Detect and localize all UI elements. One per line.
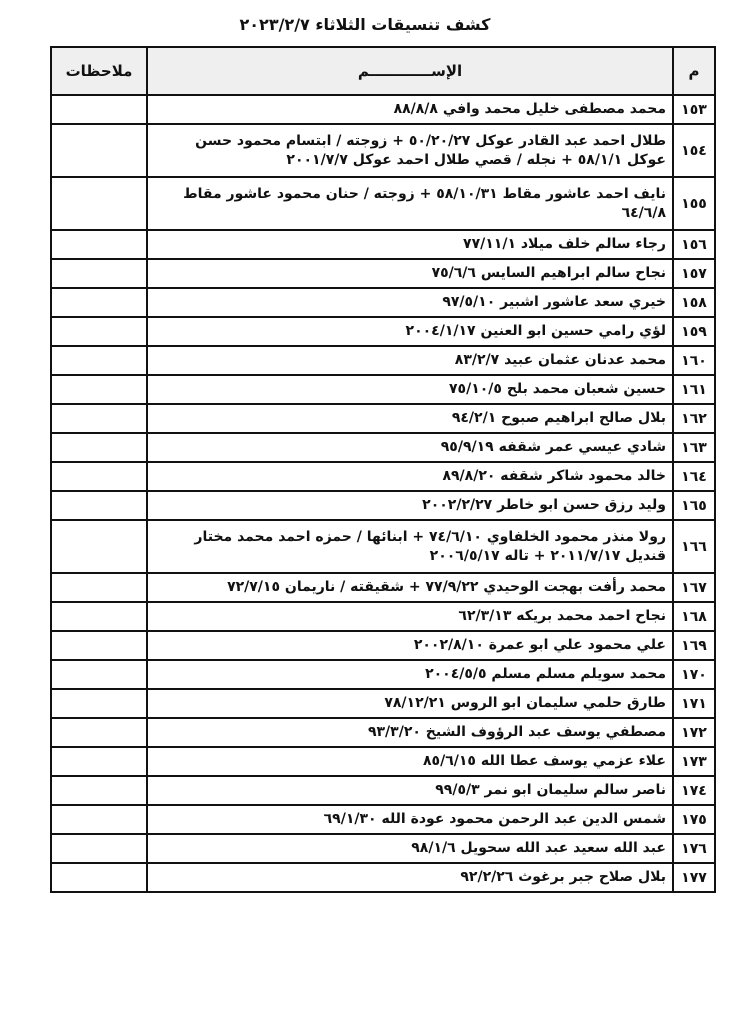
table-row (51, 718, 715, 747)
row-name: محمد عدنان عثمان عبيد ٨٣/٢/٧ (147, 346, 673, 375)
row-name: بلال صالح ابراهيم صبوح ٩٤/٢/١ (147, 404, 673, 433)
table-row (51, 433, 715, 462)
row-notes (51, 346, 147, 375)
row-notes (51, 689, 147, 718)
row-number: ١٥٥ (673, 177, 715, 230)
table-row (51, 317, 715, 346)
row-number: ١٥٣ (673, 95, 715, 124)
row-notes (51, 259, 147, 288)
page-title: كشف تنسيقات الثلاثاء ٢٠٢٣/٢/٧ (239, 15, 491, 34)
table-row (51, 124, 715, 177)
roster-table (50, 46, 716, 893)
row-name: علاء عزمي يوسف عطا الله ٨٥/٦/١٥ (147, 747, 673, 776)
row-notes (51, 834, 147, 863)
row-number: ١٦٧ (673, 573, 715, 602)
table-header-row (51, 47, 715, 95)
row-name: ناصر سالم سليمان ابو نمر ٩٩/٥/٣ (147, 776, 673, 805)
row-name: بلال صلاح جبر برغوث ٩٢/٢/٢٦ (147, 863, 673, 892)
row-number: ١٦٢ (673, 404, 715, 433)
row-notes (51, 660, 147, 689)
row-notes (51, 747, 147, 776)
row-notes (51, 491, 147, 520)
row-number: ١٧٤ (673, 776, 715, 805)
row-notes (51, 317, 147, 346)
row-name: طارق حلمي سليمان ابو الروس ٧٨/١٢/٢١ (147, 689, 673, 718)
row-notes (51, 95, 147, 124)
row-name: محمد سويلم مسلم مسلم ٢٠٠٤/٥/٥ (147, 660, 673, 689)
row-number: ١٦٩ (673, 631, 715, 660)
row-name: وليد رزق حسن ابو خاطر ٢٠٠٢/٢/٢٧ (147, 491, 673, 520)
table-row (51, 404, 715, 433)
table-row (51, 689, 715, 718)
row-number: ١٦٦ (673, 520, 715, 573)
row-number: ١٦٠ (673, 346, 715, 375)
row-notes (51, 520, 147, 573)
row-number: ١٧٦ (673, 834, 715, 863)
row-number: ١٧٣ (673, 747, 715, 776)
row-number: ١٧٠ (673, 660, 715, 689)
row-notes (51, 805, 147, 834)
row-name: شمس الدين عبد الرحمن محمود عودة الله ٦٩/١/٣٠ (147, 805, 673, 834)
table-row (51, 602, 715, 631)
row-name: محمد رأفت بهجت الوحيدي ٧٧/٩/٢٢ + شقيقته / ناريمان ٧٢/٧/١٥ (147, 573, 673, 602)
table-row (51, 520, 715, 573)
row-notes (51, 776, 147, 805)
header-notes: ملاحظات (51, 47, 147, 95)
row-number: ١٥٦ (673, 230, 715, 259)
row-notes (51, 230, 147, 259)
row-notes (51, 573, 147, 602)
row-number: ١٧١ (673, 689, 715, 718)
table-row (51, 177, 715, 230)
row-name: خيري سعد عاشور اشبير ٩٧/٥/١٠ (147, 288, 673, 317)
table-row (51, 776, 715, 805)
header-number: م (673, 47, 715, 95)
row-number: ١٥٧ (673, 259, 715, 288)
row-notes (51, 718, 147, 747)
table-row (51, 375, 715, 404)
table-row (51, 259, 715, 288)
table-row (51, 346, 715, 375)
row-number: ١٦٨ (673, 602, 715, 631)
table-row (51, 863, 715, 892)
row-notes (51, 462, 147, 491)
row-notes (51, 124, 147, 177)
table-row (51, 805, 715, 834)
row-notes (51, 177, 147, 230)
row-name: طلال احمد عبد القادر عوكل ٥٠/٢٠/٢٧ + زوجته / ابتسام محمود حسن عوكل ٥٨/١/١ + نجله / قصي طلال احمد عوكل ٢٠٠١/٧/٧ (147, 124, 673, 177)
table-row (51, 834, 715, 863)
header-name: الإســــــــــــم (147, 47, 673, 95)
row-name: لؤي رامي حسين ابو العنين ٢٠٠٤/١/١٧ (147, 317, 673, 346)
row-number: ١٦٤ (673, 462, 715, 491)
row-number: ١٦٣ (673, 433, 715, 462)
table-row (51, 462, 715, 491)
row-number: ١٧٢ (673, 718, 715, 747)
row-name: حسين شعبان محمد بلح ٧٥/١٠/٥ (147, 375, 673, 404)
row-notes (51, 288, 147, 317)
row-number: ١٧٥ (673, 805, 715, 834)
row-number: ١٥٩ (673, 317, 715, 346)
table-row (51, 288, 715, 317)
row-name: رولا منذر محمود الخلفاوي ٧٤/٦/١٠ + ابنائها / حمزه احمد محمد مختار قنديل ٢٠١١/٧/١٧ + تاله ٢٠٠٦/٥/١٧ (147, 520, 673, 573)
table-row (51, 491, 715, 520)
row-name: مصطفي يوسف عبد الرؤوف الشيخ ٩٣/٣/٢٠ (147, 718, 673, 747)
row-notes (51, 602, 147, 631)
table-row (51, 230, 715, 259)
table-row (51, 631, 715, 660)
row-number: ١٦١ (673, 375, 715, 404)
row-notes (51, 433, 147, 462)
row-name: نجاح احمد محمد بريكه ٦٢/٣/١٣ (147, 602, 673, 631)
table-row (51, 573, 715, 602)
row-notes (51, 631, 147, 660)
row-notes (51, 863, 147, 892)
row-notes (51, 375, 147, 404)
row-name: نايف احمد عاشور مقاط ٥٨/١٠/٣١ + زوجته / حنان محمود عاشور مقاط ٦٤/٦/٨ (147, 177, 673, 230)
table-row (51, 747, 715, 776)
row-name: محمد مصطفى خليل محمد وافي ٨٨/٨/٨ (147, 95, 673, 124)
row-name: عبد الله سعيد عبد الله سحويل ٩٨/١/٦ (147, 834, 673, 863)
row-name: نجاح سالم ابراهيم السايس ٧٥/٦/٦ (147, 259, 673, 288)
row-number: ١٥٨ (673, 288, 715, 317)
row-notes (51, 404, 147, 433)
row-name: علي محمود علي ابو عمرة ٢٠٠٢/٨/١٠ (147, 631, 673, 660)
table-row (51, 95, 715, 124)
row-name: شادي عيسي عمر شقفه ٩٥/٩/١٩ (147, 433, 673, 462)
row-name: خالد محمود شاكر شقفه ٨٩/٨/٢٠ (147, 462, 673, 491)
row-number: ١٦٥ (673, 491, 715, 520)
row-name: رجاء سالم خلف ميلاد ٧٧/١١/١ (147, 230, 673, 259)
row-number: ١٧٧ (673, 863, 715, 892)
table-row (51, 660, 715, 689)
row-number: ١٥٤ (673, 124, 715, 177)
